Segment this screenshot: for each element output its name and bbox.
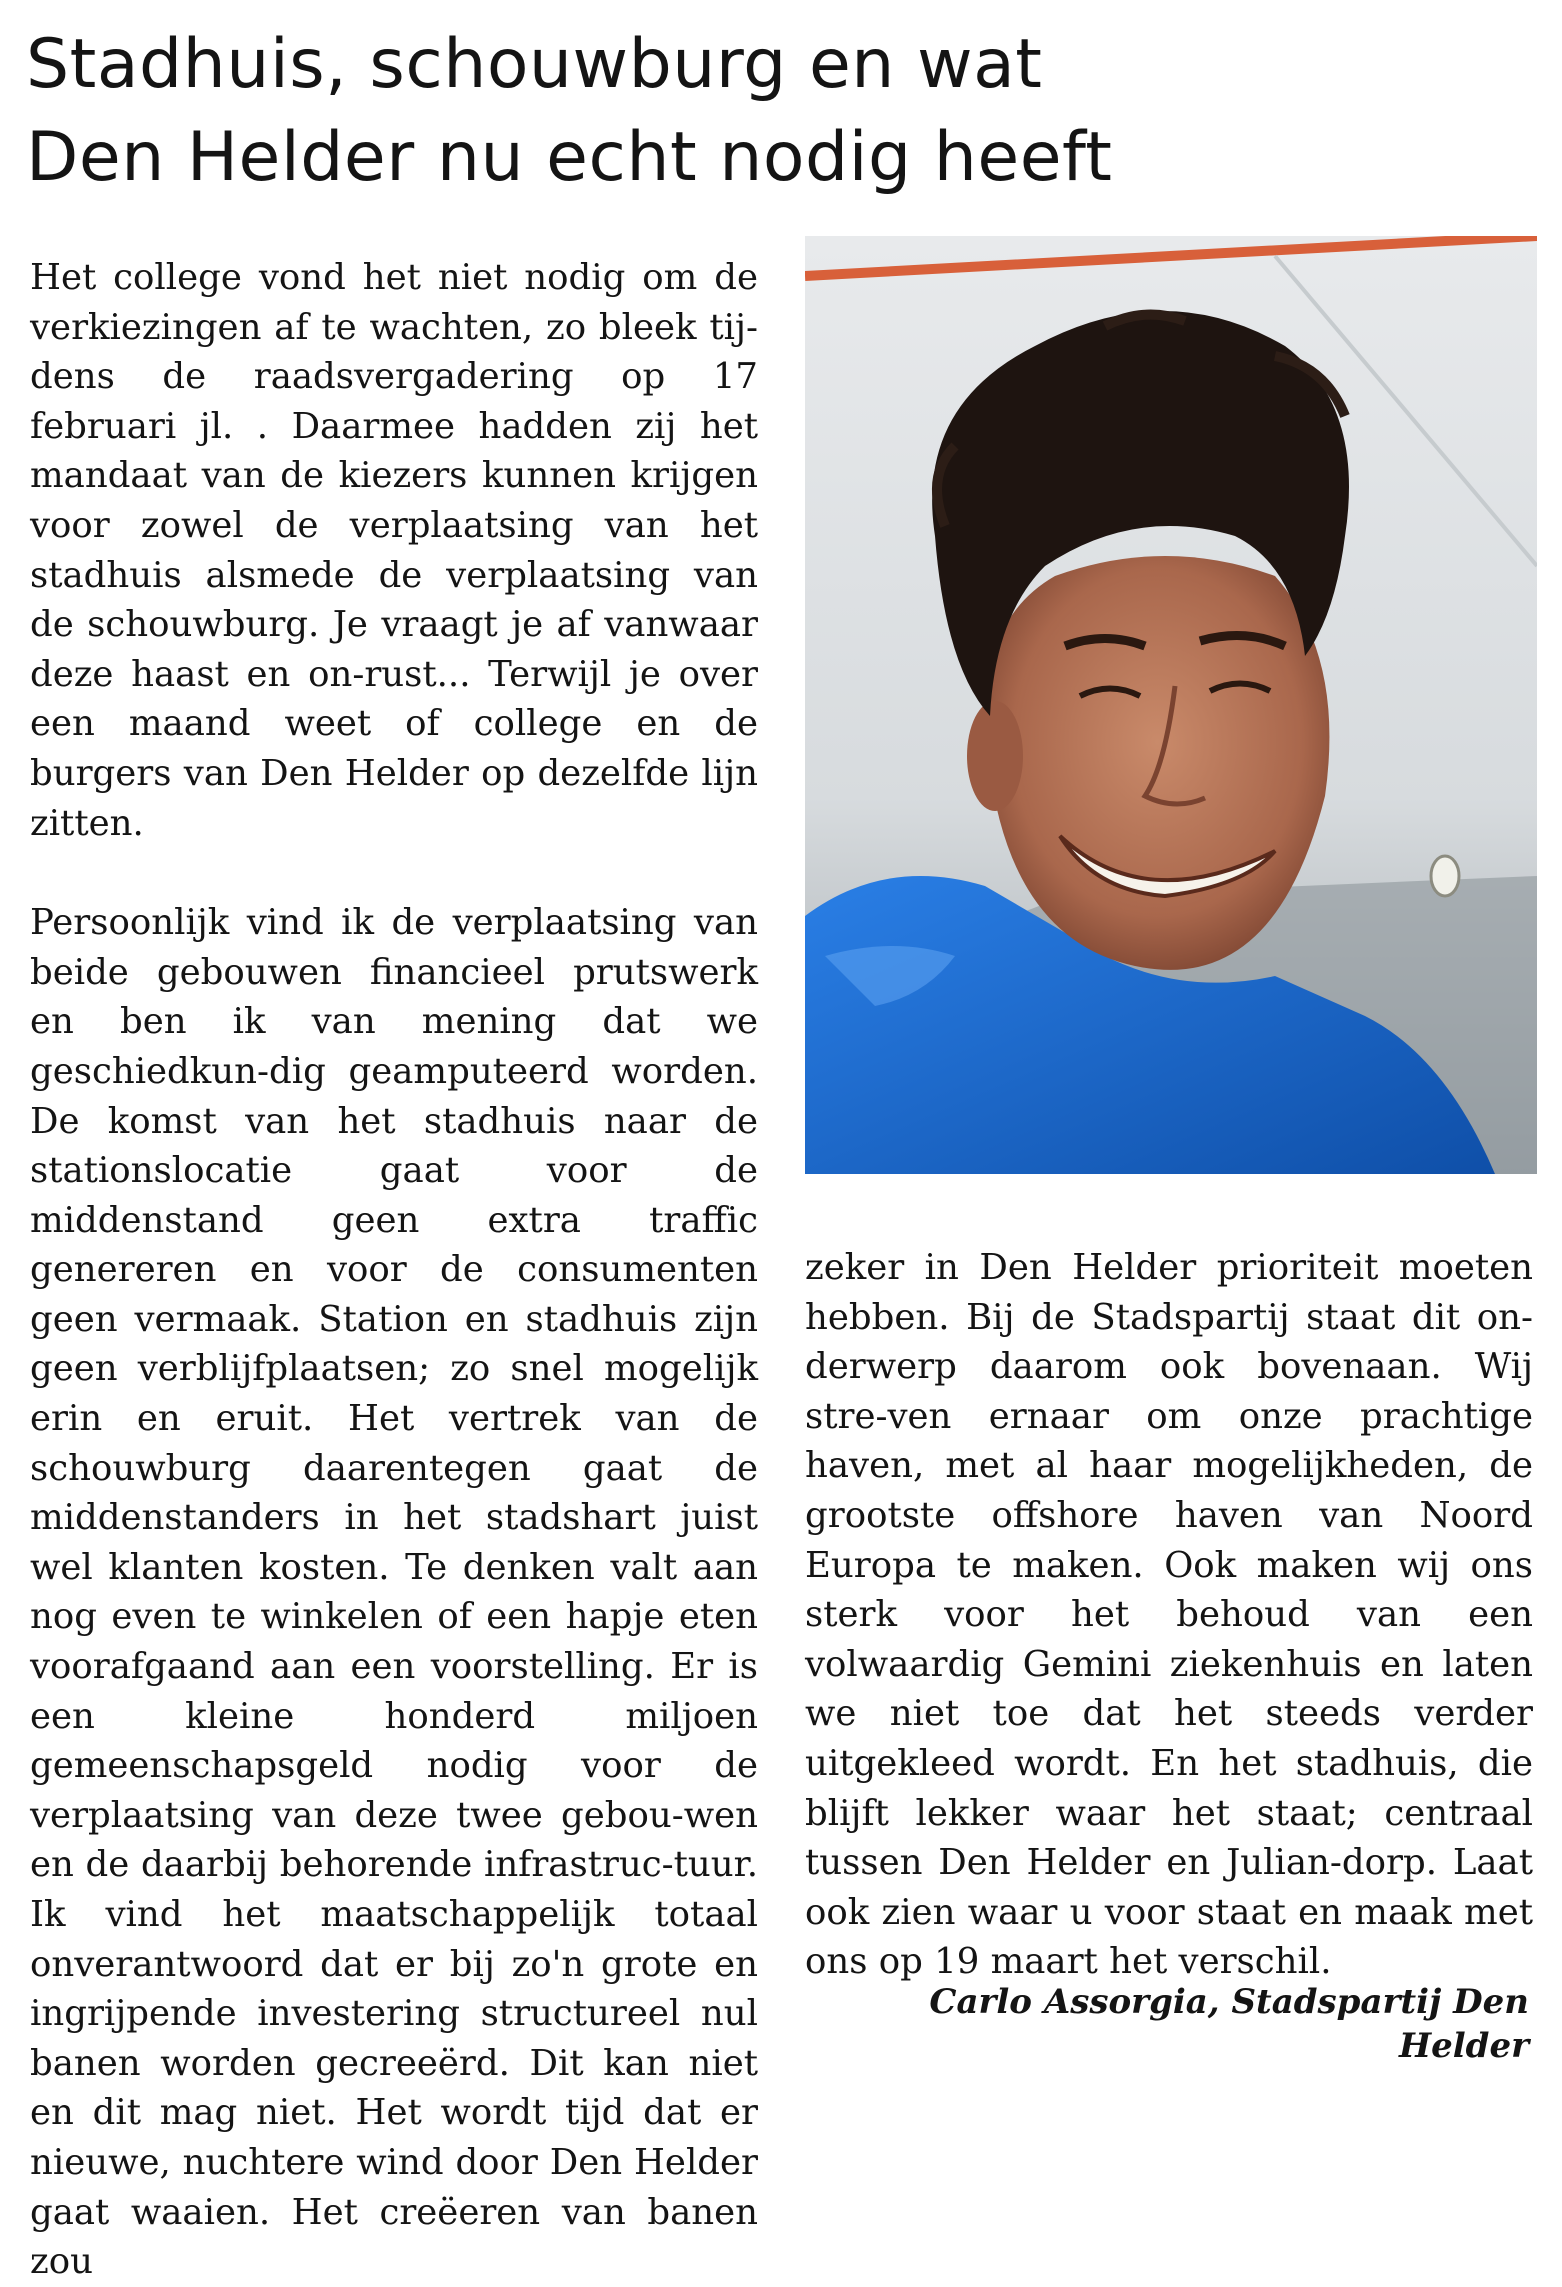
- paragraph-intro: Het college vond het niet nodig om de verkiezingen af te wachten, zo bleek tij-dens de raadsvergadering op 17 februari jl. . Daarmee hadden zij het mandaat van de kiezers kunnen krijgen voor zowel de verplaatsing van het stadhuis alsmede de verplaatsing van de schouwburg. Je vraagt je af vanwaar deze haast en on-rust... Terwijl je over een maand weet of college en de burgers van Den Helder op dezelfde lijn zitten.: [30, 257, 758, 844]
- author-signature: Carlo Assorgia, Stadspartij Den Helder: [929, 1982, 1529, 2066]
- portrait-photo: [805, 236, 1537, 1174]
- article-headline: [26, 18, 1426, 204]
- right-column: [805, 1243, 1533, 1987]
- paragraph-opinion: Persoonlijk vind ik de verplaatsing van beide gebouwen financieel prutswerk en ben ik van mening dat we geschiedkun-dig geamputeerd worden. De komst van het stadhuis naar de stationslocatie gaat voor de middenstand geen extra traffic genereren en voor de consumenten geen vermaak. Station en stadhuis zijn geen verblijfplaatsen; zo snel mogelijk erin en eruit. Het vertrek van de schouwburg daarentegen gaat de middenstanders in het stadshart juist wel klanten kosten. Te denken valt aan nog even te winkelen of een hapje eten voorafgaand aan een voorstelling. Er is een kleine honderd miljoen gemeenschapsgeld nodig voor de verplaatsing van deze twee gebou-wen en de daarbij behorende infrastruc-tuur. Ik vind het maatschappelijk totaal onverantwoord dat er bij zo'n grote en ingrijpende investering structureel nul banen worden gecreeërd. Dit kan niet en dit mag niet. Het wordt tijd dat er nieuwe, nuchtere wind door Den Helder gaat waaien. Het creëeren van banen zou: [30, 902, 758, 2283]
- paragraph-continued: zeker in Den Helder prioriteit moeten hebben. Bij de Stadspartij staat dit on-derwerp daarom ook bovenaan. Wij stre-ven ernaar om onze prachtige haven, met al haar mogelijkheden, de grootste offshore haven van Noord Europa te maken. Ook maken wij ons sterk voor het behoud van een volwaardig Gemini ziekenhuis en laten we niet toe dat het steeds verder uitgekleed wordt. En het stadhuis, die blijft lekker waar het staat; centraal tussen Den Helder en Julian-dorp. Laat ook zien waar u voor staat en maak met ons op 19 maart het verschil.: [805, 1247, 1533, 1983]
- headline-line-1: Stadhuis, schouwburg en wat: [26, 25, 1043, 104]
- portrait-illustration: [805, 236, 1537, 1174]
- left-column: [30, 253, 758, 2287]
- headline-line-2: Den Helder nu echt nodig heeft: [26, 118, 1113, 197]
- light-bulb: [1431, 856, 1459, 896]
- ear: [967, 701, 1023, 811]
